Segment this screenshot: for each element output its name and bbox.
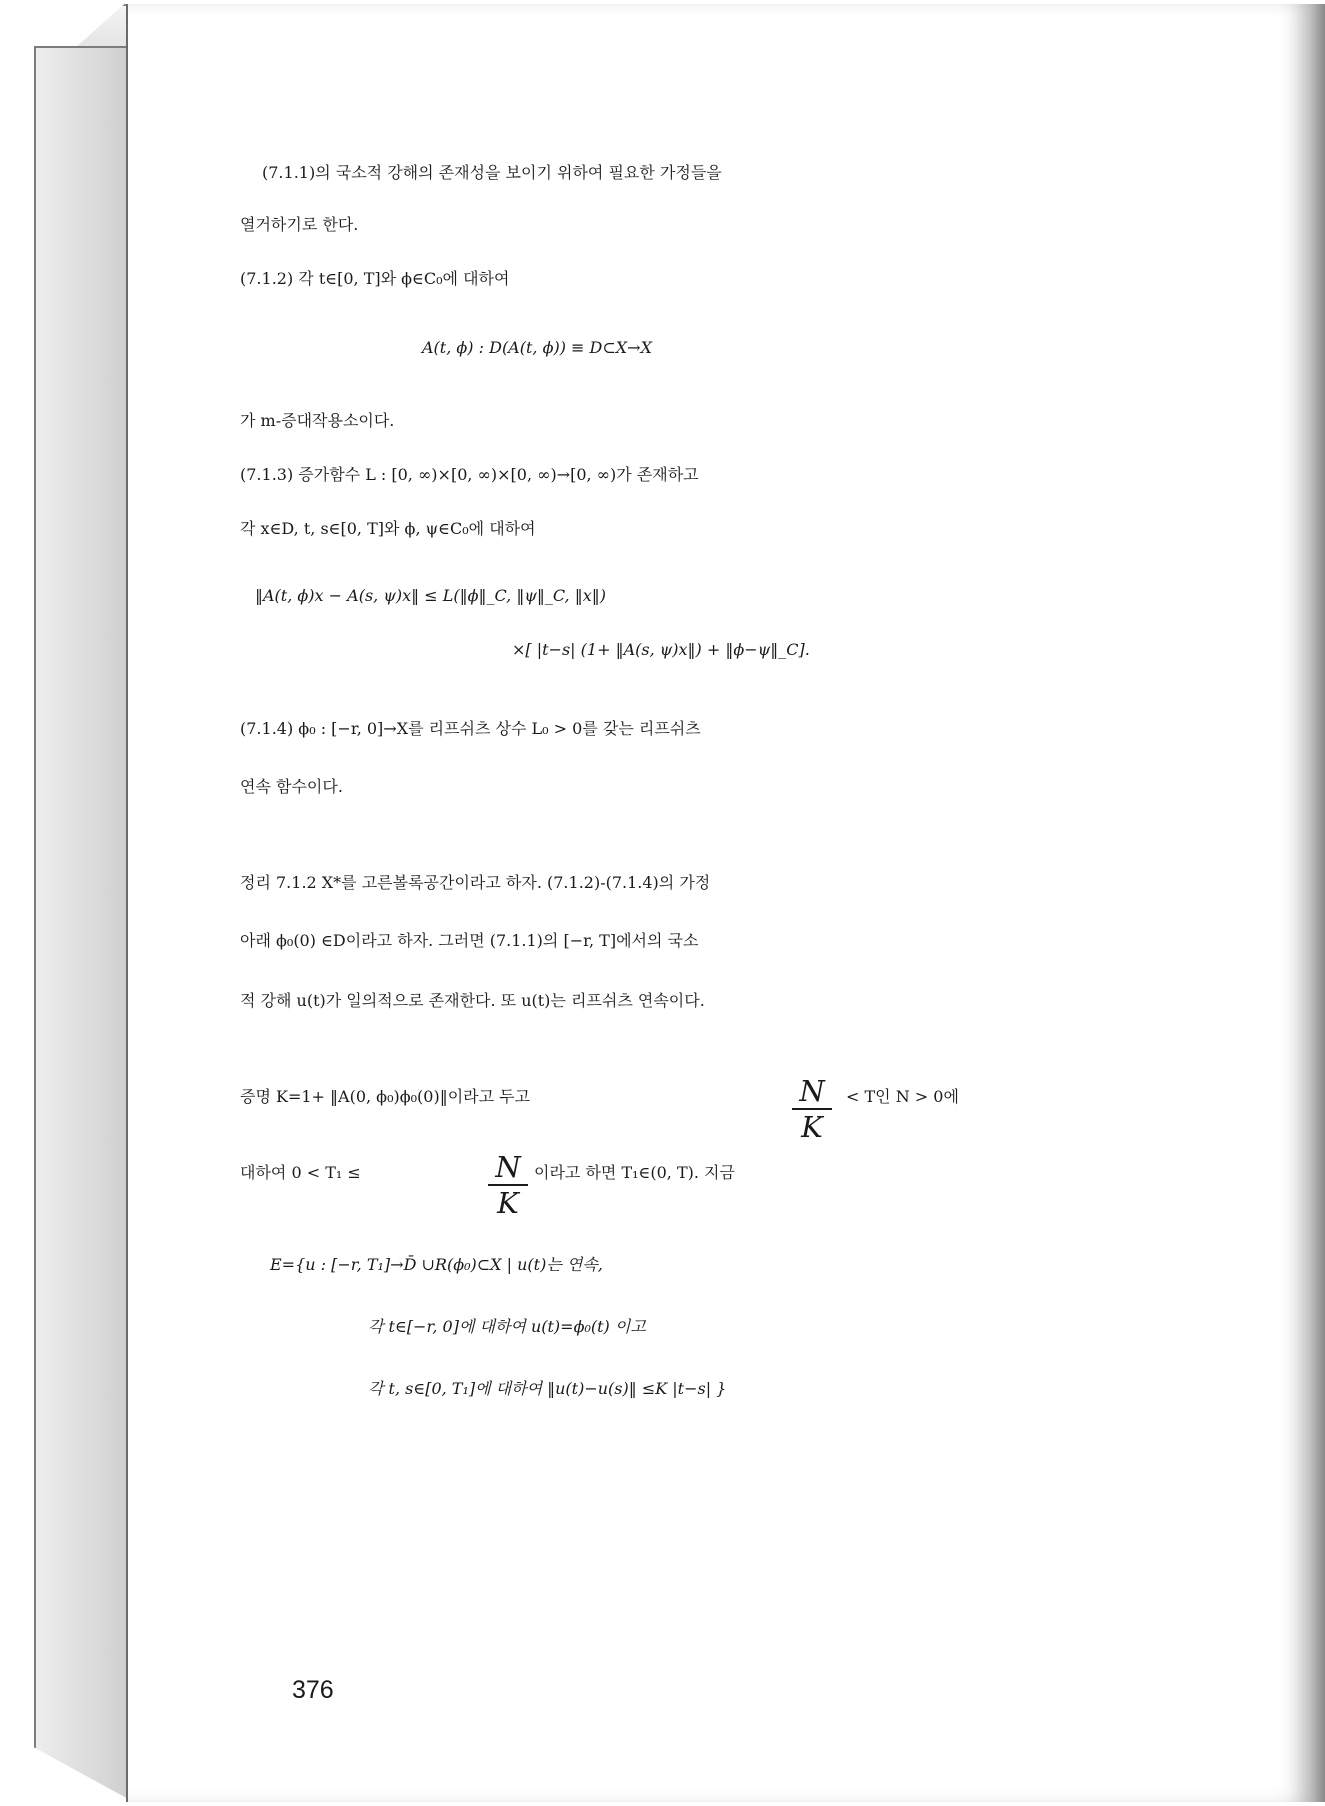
- page-edge-shadow: [1311, 4, 1325, 1802]
- fraction-denominator: K: [497, 1186, 519, 1220]
- fraction-numerator: N: [792, 1074, 832, 1110]
- set-definition-line3: 각 t, s∈[0, T₁]에 대하여 ‖u(t)−u(s)‖ ≤K |t−s| }: [368, 1379, 727, 1398]
- set-definition-line1: E={u : [−r, T₁]→D̄ ∪R(ϕ₀)⊂X | u(t)는 연속,: [270, 1255, 603, 1274]
- set-definition-line2: 각 t∈[−r, 0]에 대하여 u(t)=ϕ₀(t) 이고: [368, 1317, 646, 1336]
- proof-fraction-2: [488, 1150, 528, 1220]
- assumption-714-line2: 연속 함수이다.: [240, 777, 343, 796]
- page-number: 376: [292, 1676, 334, 1704]
- assumption-712-line2: 가 m-증대작용소이다.: [240, 411, 395, 430]
- equation-712: A(t, ϕ) : D(A(t, ϕ)) ≡ D⊂X→X: [422, 338, 652, 357]
- fraction-numerator: N: [488, 1150, 528, 1186]
- para1-line2: 열거하기로 한다.: [240, 215, 359, 234]
- proof-line2-end: 이라고 하면 T₁∈(0, T). 지금: [534, 1163, 735, 1182]
- proof-fraction-1: [792, 1074, 832, 1144]
- proof-line1-end: < T인 N > 0에: [846, 1087, 959, 1106]
- assumption-714-line1: (7.1.4) ϕ₀ : [−r, 0]→X를 리프쉬츠 상수 L₀ > 0를 갖는 리프쉬츠: [240, 719, 701, 738]
- assumption-713-line2: 각 x∈D, t, s∈[0, T]와 ϕ, ψ∈C₀에 대하여: [240, 519, 536, 538]
- theorem-line3: 적 강해 u(t)가 일의적으로 존재한다. 또 u(t)는 리프쉬츠 연속이다.: [240, 991, 705, 1010]
- assumption-713-line1: (7.1.3) 증가함수 L : [0, ∞)×[0, ∞)×[0, ∞)→[0, ∞)가 존재하고: [240, 465, 699, 484]
- equation-713-line2: ×[ |t−s| (1+ ‖A(s, ψ)x‖) + ‖ϕ−ψ‖_C].: [512, 640, 810, 659]
- para1-line1: (7.1.1)의 국소적 강해의 존재성을 보이기 위하여 필요한 가정들을: [262, 163, 722, 182]
- proof-line2-start: 대하여 0 < T₁ ≤: [240, 1163, 361, 1182]
- assumption-712-line1: (7.1.2) 각 t∈[0, T]와 ϕ∈C₀에 대하여: [240, 269, 510, 288]
- equation-713-line1: ‖A(t, ϕ)x − A(s, ψ)x‖ ≤ L(‖ϕ‖_C, ‖ψ‖_C, ‖x‖): [255, 586, 606, 605]
- proof-line1-start: 증명 K=1+ ‖A(0, ϕ₀)ϕ₀(0)‖이라고 두고: [240, 1087, 531, 1106]
- fraction-denominator: K: [801, 1110, 823, 1144]
- theorem-line2: 아래 ϕ₀(0) ∈D이라고 하자. 그러면 (7.1.1)의 [−r, T]에서의 국소: [240, 931, 699, 950]
- book-spine: [34, 46, 130, 1800]
- theorem-line1: 정리 7.1.2 X*를 고른볼록공간이라고 하자. (7.1.2)-(7.1.4)의 가정: [240, 873, 711, 892]
